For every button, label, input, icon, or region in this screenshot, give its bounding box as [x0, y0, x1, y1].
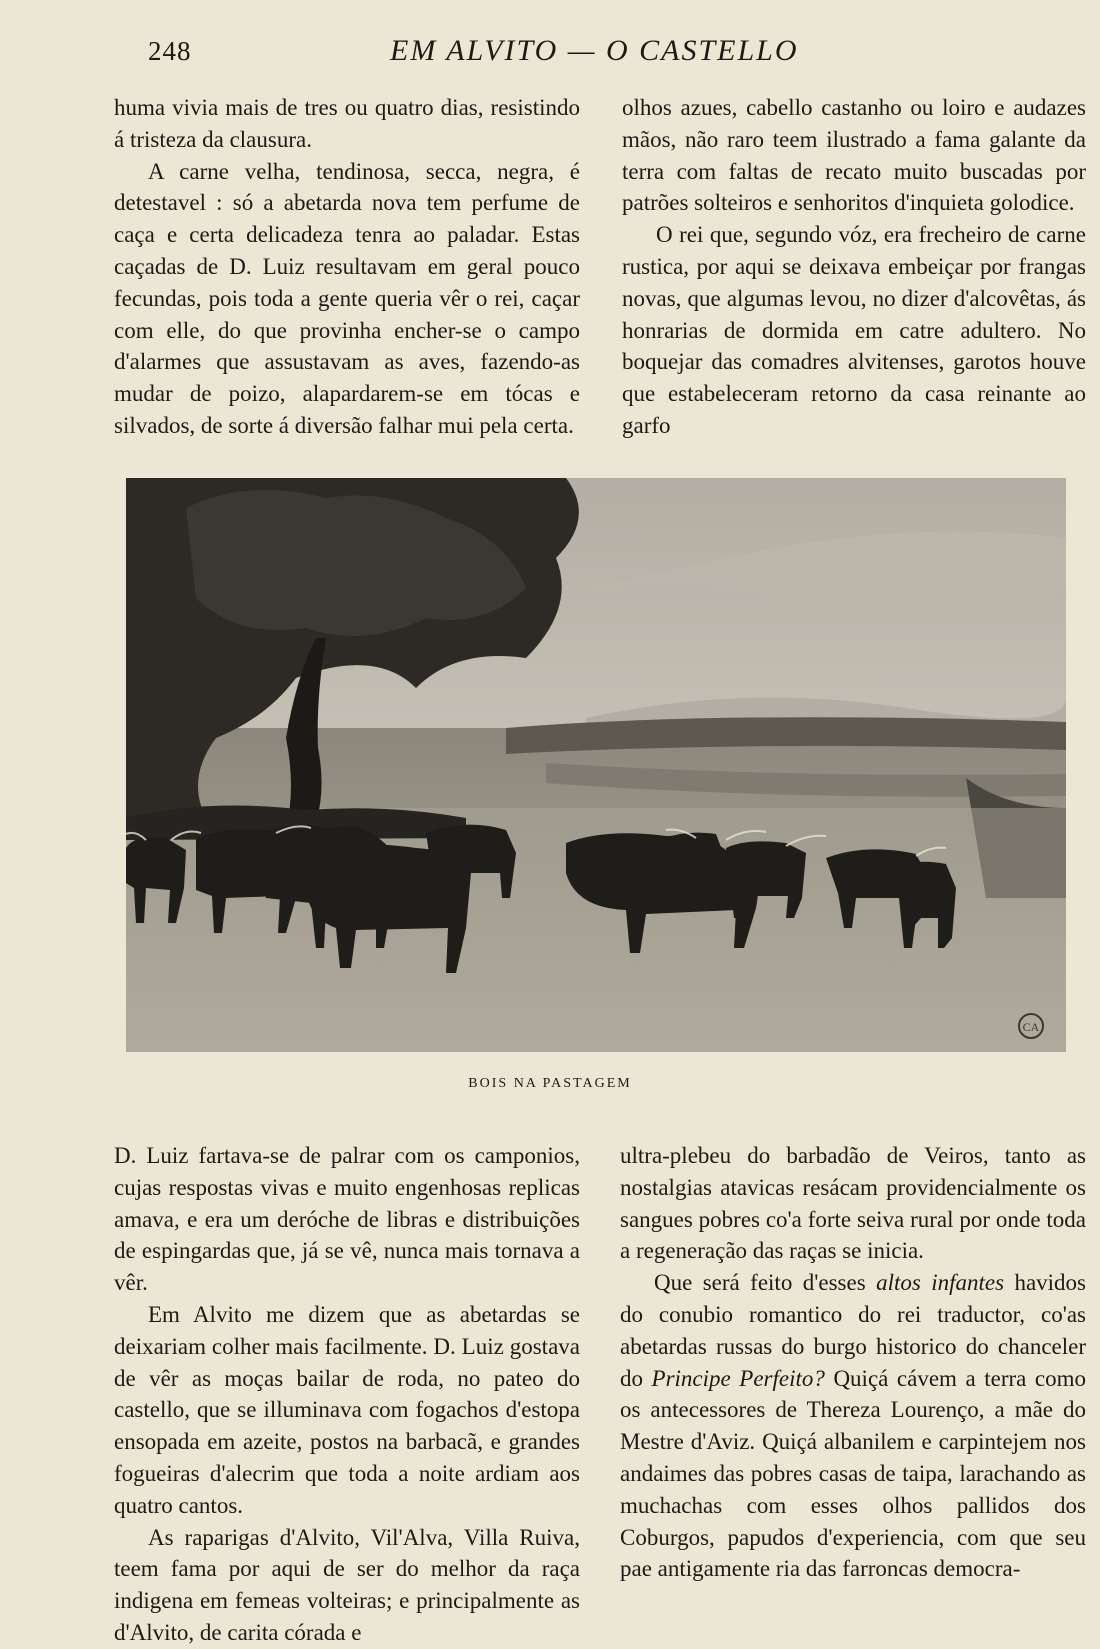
- column-top-right: [622, 92, 1086, 442]
- text-run: Que será feito d'esses: [654, 1270, 877, 1296]
- paragraph: olhos azues, cabello castanho ou loiro e audazes mãos, não raro teem ilustrado a fama galante da terra com faltas de recato muito buscadas por patrões solteiros e senhoritos d'inquieta golodice.: [622, 95, 1086, 216]
- text-run: Quiçá cávem a terra como os antecessores de Thereza Lourenço, a mãe do Mestre d'Aviz. Quiçá albanilem e carpintejem nos andaimes das pobres casas de taipa, larachando as muchachas com esses olhos pallidos dos Coburgos, papudos d'experiencia, com que seu pae antigamente ria das farroncas democra-: [620, 1365, 1086, 1582]
- running-title: EM ALVITO — O CASTELLO: [390, 34, 799, 67]
- cattle-pasture-photo: [126, 478, 1066, 1052]
- italic-phrase: Principe Perfeito?: [651, 1365, 825, 1391]
- column-bottom-right: [620, 1140, 1086, 1585]
- paragraph: D. Luiz fartava-se de palrar com os camponios, cujas respostas vivas e muito engenhosas replicas amava, e era um deróche de libras e distribuições de espingardas que, já se vê, nunca mais tornava a vêr.: [114, 1143, 580, 1296]
- column-top-left: [114, 92, 580, 442]
- paragraph: [620, 1267, 1086, 1585]
- paragraph: As raparigas d'Alvito, Vil'Alva, Villa Ruiva, teem fama por aqui de ser do melhor da raça indigena em femeas volteiras; e principalmente as d'Alvito, de carita córada e: [114, 1524, 580, 1645]
- photo-monogram: CA: [1022, 1020, 1040, 1034]
- page-number: 248: [148, 36, 192, 66]
- photo-caption: BOIS NA PASTAGEM: [468, 1076, 632, 1091]
- column-bottom-left: [114, 1140, 580, 1649]
- paragraph: Em Alvito me dizem que as abetardas se deixariam colher mais facilmente. D. Luiz gostava de vêr as moças bailar de roda, no pateo do castello, que se illuminava com fogachos d'estopa ensopada em azeite, postos na barbacã, e grandes fogueiras d'alecrim que toda a noite ardiam aos quatro cantos.: [114, 1301, 580, 1518]
- paragraph: huma vivia mais de tres ou quatro dias, resistindo á tristeza da clausura.: [114, 95, 580, 152]
- paragraph: O rei que, segundo vóz, era frecheiro de carne rustica, por aqui se deixava embeiçar por frangas novas, que algumas levou, no dizer d'alcovêtas, ás honrarias de dormida em catre adultero. No boquejar das comadres alvitenses, garotos houve que estabeleceram retorno da casa reinante ao garfo: [622, 222, 1086, 438]
- italic-phrase: altos infantes: [876, 1270, 1005, 1296]
- text-run: havidos do conubio romantico do rei traductor, co'as abetardas russas do burgo historico do chanceler do: [620, 1270, 1087, 1391]
- paragraph: A carne velha, tendinosa, secca, negra, é detestavel : só a abetarda nova tem perfume de caça e certa delicadeza tenra ao paladar. Estas caçadas de D. Luiz resultavam em geral pouco fecundas, pois toda a gente queria vêr o rei, caçar com elle, do que provinha encher-se o campo d'alarmes que assustavam as aves, fazendo-as mudar de poizo, alapardarem-se em tócas e silvados, de sorte á diversão falhar mui pela certa.: [114, 158, 580, 438]
- paragraph: ultra-plebeu do barbadão de Veiros, tanto as nostalgias atavicas resácam providencialmente os sangues pobres co'a forte seiva rural por onde toda a regeneração das raças se inicia.: [620, 1143, 1086, 1264]
